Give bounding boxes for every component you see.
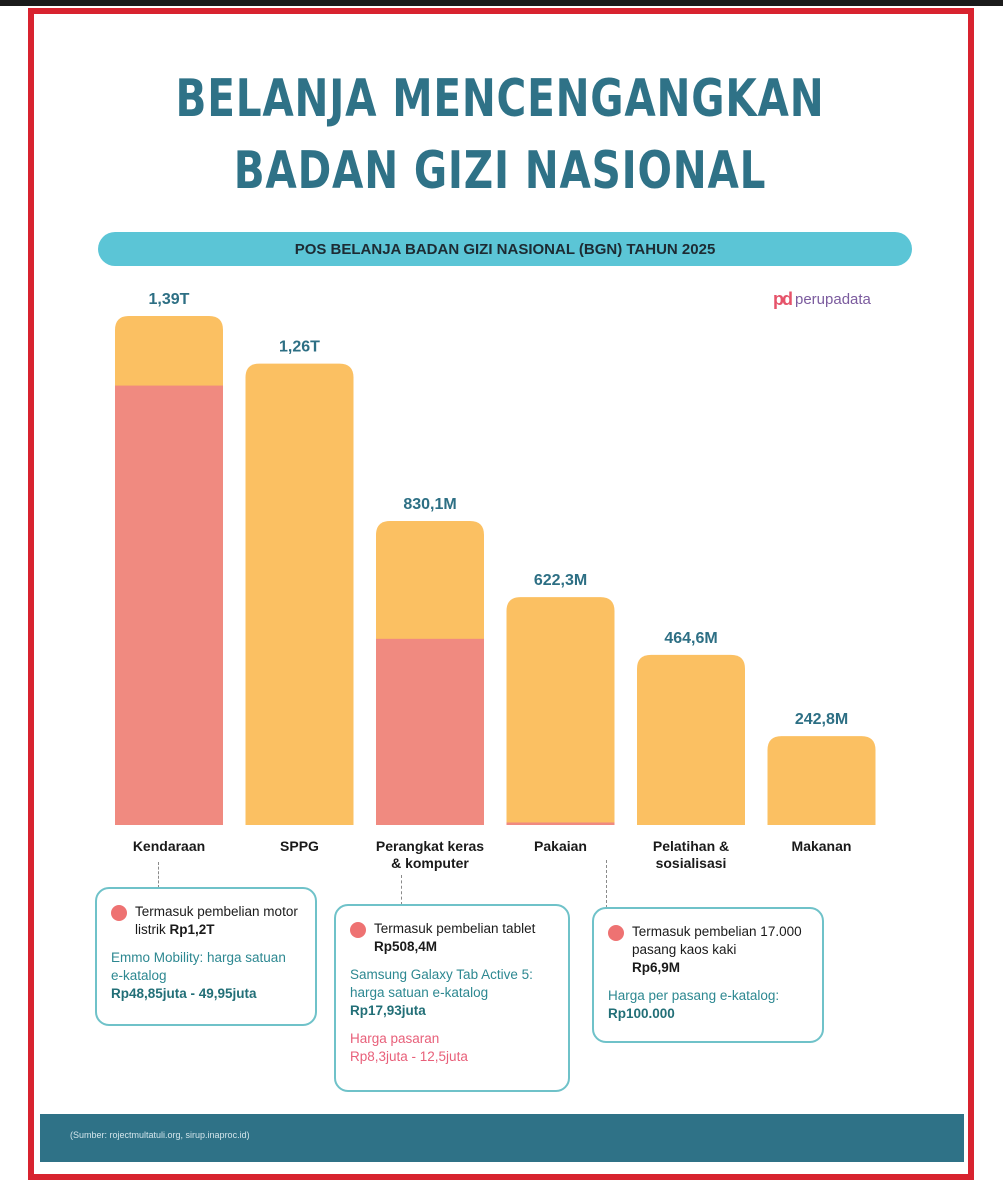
callout-lead-text: Termasuk pembelian tablet [374,921,536,936]
bar-highlight [376,639,484,825]
callout-lead-amount: Rp1,2T [169,922,215,937]
callout-info-text: Emmo Mobility: harga satuan e-katalog [111,950,286,983]
connector-kendaraan [158,862,159,888]
bar-value-label: 1,39T [148,291,190,308]
bar-value-label: 622,3M [533,572,588,590]
callout-market [350,1030,554,1066]
bar-group [115,291,223,854]
bar-value-label: 464,6M [664,629,718,647]
bar-total [507,597,615,825]
callout-lead-amount: Rp508,4M [374,939,438,954]
bar-group [246,339,354,854]
callout-info-price: Rp48,85juta - 49,95juta [111,986,257,1001]
highlight-dot-icon [111,905,127,921]
callout-kendaraan [95,887,317,1026]
callout-market-price: Rp8,3juta - 12,5juta [350,1049,468,1064]
category-label [376,838,484,871]
logo-mark: pd [773,288,791,309]
callout-lead [374,920,554,956]
callout-lead [632,923,808,977]
bar-value-label: 1,26T [279,338,320,356]
bar-value-label: 242,8M [794,711,849,729]
category-label-line: Perangkat keras [375,838,485,854]
category-label [792,838,852,854]
callout-lead [135,903,301,939]
callout-info-price: Rp100.000 [608,1006,675,1021]
title-line-1: BELANJA MENCENGANGKAN [175,69,825,129]
callout-info [350,966,554,1020]
bar-group [376,496,484,871]
title-line-2: BADAN GIZI NASIONAL [233,141,767,201]
bar-group [507,572,615,854]
category-label-line: & komputer [391,855,469,871]
logo-text: perupadata [795,290,871,308]
category-label-line: sosialisasi [655,855,727,871]
highlight-dot-icon [350,922,366,938]
category-label-line: Pelatihan & [652,838,730,854]
bar-value-label: 830,1M [403,496,457,514]
callout-info-price: Rp17,93juta [350,1003,426,1018]
callout-info-text: Harga per pasang e-katalog: [608,988,780,1003]
category-label [133,838,205,854]
callout-pakaian [592,907,824,1043]
connector-perangkat [401,875,402,905]
bar-highlight [507,822,615,825]
callout-lead-row [111,903,301,939]
bar-total [246,364,354,825]
callout-lead-amount: Rp6,9M [632,960,681,975]
callout-info [111,949,301,1003]
callout-info [608,987,808,1023]
connector-pakaian [606,860,607,908]
category-label [653,838,729,871]
bar-total [637,655,745,825]
bar-group [768,711,876,854]
category-label-line: SPPG [280,838,319,854]
chart-subtitle-text: POS BELANJA BADAN GIZI NASIONAL (BGN) TAHUN 2025 [294,240,716,258]
callout-market-label: Harga pasaran [350,1031,440,1046]
bar-group [637,630,745,871]
category-label [534,838,587,854]
highlight-dot-icon [608,925,624,941]
category-label-line: Kendaraan [132,838,206,854]
footer-bar [40,1114,964,1162]
category-label [280,838,319,854]
bar-highlight [115,386,223,825]
bar-total [768,736,876,825]
callout-perangkat [334,904,570,1092]
callout-lead-row [608,923,808,977]
source-note: (Sumber: rojectmultatuli.org, sirup.inaproc.id) [70,1130,250,1140]
callout-info-text: Samsung Galaxy Tab Active 5: harga satuan e-katalog [350,967,533,1000]
category-label-line: Pakaian [534,838,587,854]
callout-lead-row [350,920,554,956]
callout-lead-text: Termasuk pembelian 17.000 pasang kaos kaki [632,924,802,957]
category-label-line: Makanan [791,838,852,854]
callout-lead-text: Termasuk pembelian motor listrik [135,904,298,937]
